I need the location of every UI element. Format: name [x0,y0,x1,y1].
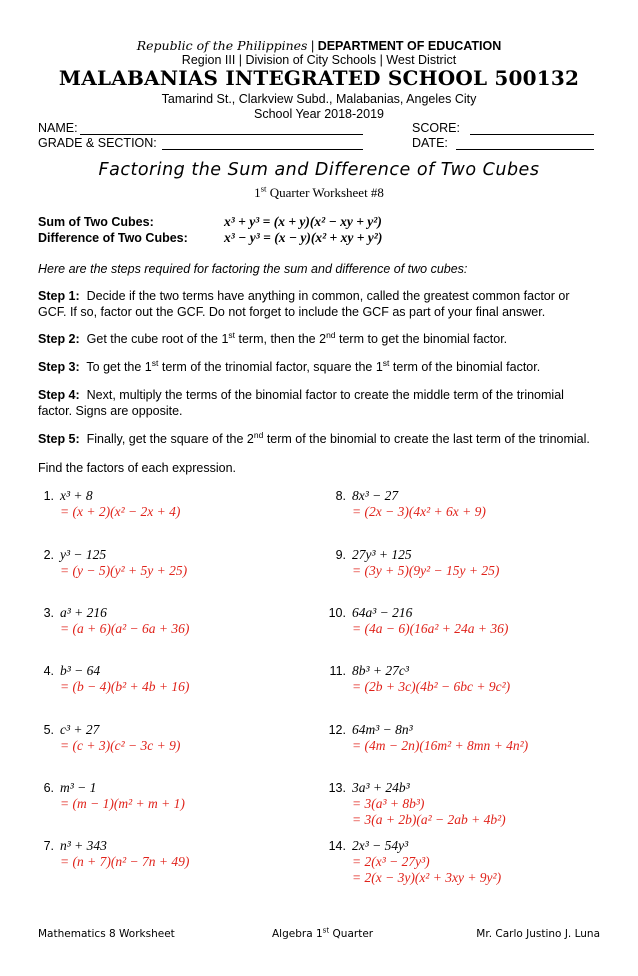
intro-text: Here are the steps required for factoring the sum and difference of two cubes: [38,262,468,276]
problem-question: 27y³ + 125 [352,547,412,562]
step-3 [38,359,598,375]
footer-center-suffix: Quarter [329,928,374,940]
problem-number: 14. [328,839,346,853]
step-3-sup-a: st [151,357,159,368]
problem-14 [326,838,501,886]
problem-1 [34,488,180,520]
problem-question: c³ + 27 [60,722,100,737]
problem-answer: = (n + 7)(n² − 7n + 49) [60,854,190,869]
department-text: DEPARTMENT OF EDUCATION [317,39,502,53]
problem-answer: = (c + 3)(c² − 3c + 9) [60,738,181,753]
step-5-label: Step 5: [38,432,80,446]
problem-7 [34,838,189,870]
formula-difference [38,230,383,245]
school-name: MALABANIAS INTEGRATED SCHOOL 500132 [58,66,580,90]
problem-question: m³ − 1 [60,780,97,795]
problem-answer: = (4m − 2n)(16m² + 8mn + 4n²) [352,738,529,753]
problem-5 [34,722,180,754]
problem-number: 2. [43,548,54,562]
step-2-text-b: term, then the 2 [235,332,327,346]
date-label: DATE: [412,136,448,150]
problem-answer: = 2(x³ − 27y³) [352,854,430,869]
header-republic-line [0,38,638,53]
step-4 [38,387,598,419]
problem-question: a³ + 216 [60,605,107,620]
step-1-text: Decide if the two terms have anything in common, called the greatest common factor or GCF. If so, factor out the GCF. Do not forget to include the GCF as part of your final answer. [38,289,570,319]
problem-number: 4. [43,664,54,678]
score-line[interactable] [470,134,594,135]
grade-section-line[interactable] [162,149,363,150]
formula-difference-label: Difference of Two Cubes: [38,231,188,245]
step-3-label: Step 3: [38,360,80,374]
problem-number: 1. [43,489,54,503]
problem-question: 3a³ + 24b³ [352,780,410,795]
subtitle-num: 1 [254,185,261,200]
republic-text: Republic of the Philippines [136,38,308,53]
worksheet-title: Factoring the Sum and Difference of Two Cubes [98,160,540,180]
problem-answer: = 3(a + 2b)(a² − 2ab + 4b²) [352,812,506,827]
problem-answer: = (x + 2)(x² − 2x + 4) [60,504,181,519]
problem-number: 7. [43,839,54,853]
problem-answer: = 3(a³ + 8b³) [352,796,425,811]
step-2 [38,331,598,347]
step-3-text-a: To get the 1 [86,360,152,374]
problem-answer: = (y − 5)(y² + 5y + 25) [60,563,188,578]
problem-number: 10. [328,606,346,620]
step-1 [38,288,598,320]
problem-answer: = (2b + 3c)(4b² − 6bc + 9c²) [352,679,511,694]
problem-answer: = (4a − 6)(16a² + 24a + 36) [352,621,509,636]
problem-question: 2x³ − 54y³ [352,838,409,853]
step-2-sup-a: st [228,329,236,340]
footer-right: Mr. Carlo Justino J. Luna [476,928,600,940]
school-year: School Year 2018-2019 [254,107,384,121]
problem-question: y³ − 125 [60,547,107,562]
name-line[interactable] [80,134,363,135]
problem-number: 3. [43,606,54,620]
school-address: Tamarind St., Clarkview Subd., Malabanias, Angeles City [161,92,477,106]
problem-answer: = 2(x − 3y)(x² + 3xy + 9y²) [352,870,502,885]
problem-answer: = (a + 6)(a² − 6a + 36) [60,621,190,636]
problem-2 [34,547,187,579]
step-3-text-c: term of the binomial factor. [389,360,541,374]
problem-question: n³ + 343 [60,838,107,853]
problem-4 [34,663,189,695]
footer-left: Mathematics 8 Worksheet [38,928,175,940]
step-1-label: Step 1: [38,289,80,303]
subtitle-sup: st [260,183,267,194]
problem-answer: = (b − 4)(b² + 4b + 16) [60,679,190,694]
step-5 [38,431,598,447]
problem-question: x³ + 8 [60,488,93,503]
footer-center-sup: st [322,925,330,935]
formula-difference-expr: x³ − y³ = (x − y)(x² + xy + y²) [224,230,383,245]
header-separator: | [307,39,318,53]
step-3-sup-b: st [382,357,390,368]
step-5-sup-a: nd [253,429,264,440]
problem-9 [326,547,499,579]
problem-number: 13. [328,781,346,795]
worksheet-subtitle [0,185,638,201]
step-4-label: Step 4: [38,388,80,402]
problem-answer: = (2x − 3)(4x² + 6x + 9) [352,504,486,519]
problem-question: 8x³ − 27 [352,488,399,503]
step-2-label: Step 2: [38,332,80,346]
grade-section-label: GRADE & SECTION: [38,136,157,150]
name-label: NAME: [38,121,78,135]
problem-number: 6. [43,781,54,795]
step-4-text: Next, multiply the terms of the binomial factor to create the middle term of the trinomial factor. Signs are opposite. [38,388,564,418]
problem-number: 5. [43,723,54,737]
problem-answer: = (m − 1)(m² + m + 1) [60,796,185,811]
footer-center [272,925,374,940]
step-5-text-a: Finally, get the square of the 2 [86,432,254,446]
formula-sum-expr: x³ + y³ = (x + y)(x² − xy + y²) [224,214,382,229]
footer-center-text: Algebra 1 [272,928,323,940]
problem-question: 64m³ − 8n³ [352,722,413,737]
problem-11 [326,663,510,695]
score-label: SCORE: [412,121,460,135]
problem-12 [326,722,528,754]
problem-question: 8b³ + 27c³ [352,663,409,678]
problem-8 [326,488,486,520]
problem-3 [34,605,189,637]
subtitle-text: Quarter Worksheet #8 [266,185,384,200]
problem-6 [34,780,185,812]
problem-number: 8. [335,489,346,503]
problem-10 [326,605,508,637]
step-5-text-b: term of the binomial to create the last term of the trinomial. [263,432,590,446]
problems-prompt: Find the factors of each expression. [38,461,237,475]
step-3-text-b: term of the trinomial factor, square the 1 [158,360,383,374]
problem-number: 9. [335,548,346,562]
problem-13 [326,780,506,828]
date-line[interactable] [456,149,594,150]
step-2-sup-b: nd [326,329,336,340]
problem-question: b³ − 64 [60,663,101,678]
step-2-text-c: term to get the binomial factor. [335,332,508,346]
problem-number: 11. [329,664,346,678]
formula-sum [38,214,382,229]
problem-number: 12. [328,723,346,737]
region-line: Region III | Division of City Schools | West District [181,53,457,67]
formula-sum-label: Sum of Two Cubes: [38,215,154,229]
step-2-text-a: Get the cube root of the 1 [86,332,229,346]
problem-answer: = (3y + 5)(9y² − 15y + 25) [352,563,500,578]
problem-question: 64a³ − 216 [352,605,413,620]
